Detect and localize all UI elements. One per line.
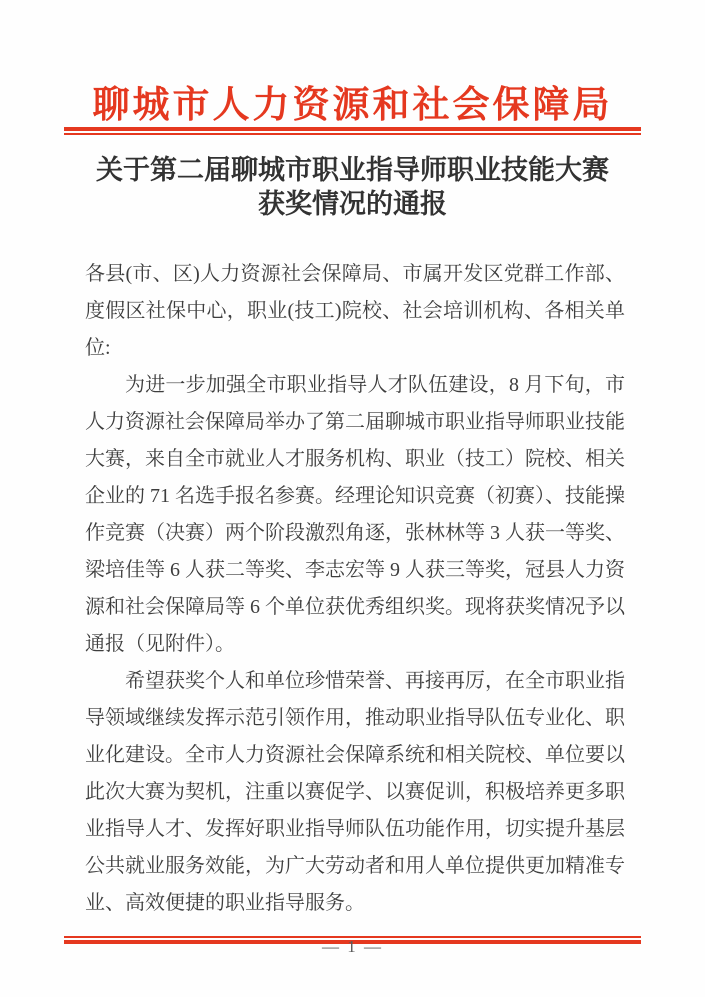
document-title-line1: 关于第二届聊城市职业指导师职业技能大赛 xyxy=(96,155,609,185)
document-title-line2: 获奖情况的通报 xyxy=(258,189,447,219)
body-paragraph: 为进一步加强全市职业指导人才队伍建设，8 月下旬，市人力资源社会保障局举办了第二届聊城市职业指导师职业技能大赛，来自全市就业人才服务机构、职业（技工）院校、相关企业的 71 名选手报名参赛。经理论知识竞赛（初赛）、技能操作竞赛（决赛）两个阶段激烈角逐，张林林等 3 人获一等奖、梁培佳等 6 人获二等奖、李志宏等 9 人获三等奖，冠县人力资源和社会保障局等 6 个单位获优秀组织奖。现将获奖情况予以通报（见附件）。 xyxy=(85,374,625,655)
letterhead-rule-thin xyxy=(64,133,641,135)
document-body xyxy=(85,256,625,922)
letterhead-org-title: 聊城市人力资源和社会保障局 xyxy=(92,85,613,126)
letterhead-divider-rule xyxy=(64,127,641,135)
body-paragraph: 希望获奖个人和单位珍惜荣誉、再接再厉，在全市职业指导领域继续发挥示范引领作用，推动职业指导队伍专业化、职业化建设。全市人力资源社会保障系统和相关院校、单位要以此次大赛为契机，注重以赛促学、以赛促训，积极培养更多职业指导人才、发挥好职业指导师队伍功能作用，切实提升基层公共就业服务效能，为广大劳动者和用人单位提供更加精准专业、高效便捷的职业指导服务。 xyxy=(85,670,625,914)
document-title xyxy=(0,153,705,221)
page-number: — 1 — xyxy=(322,937,383,956)
salutation-paragraph: 各县(市、区)人力资源社会保障局、市属开发区党群工作部、度假区社保中心，职业(技工)院校、社会培训机构、各相关单位: xyxy=(85,263,625,359)
